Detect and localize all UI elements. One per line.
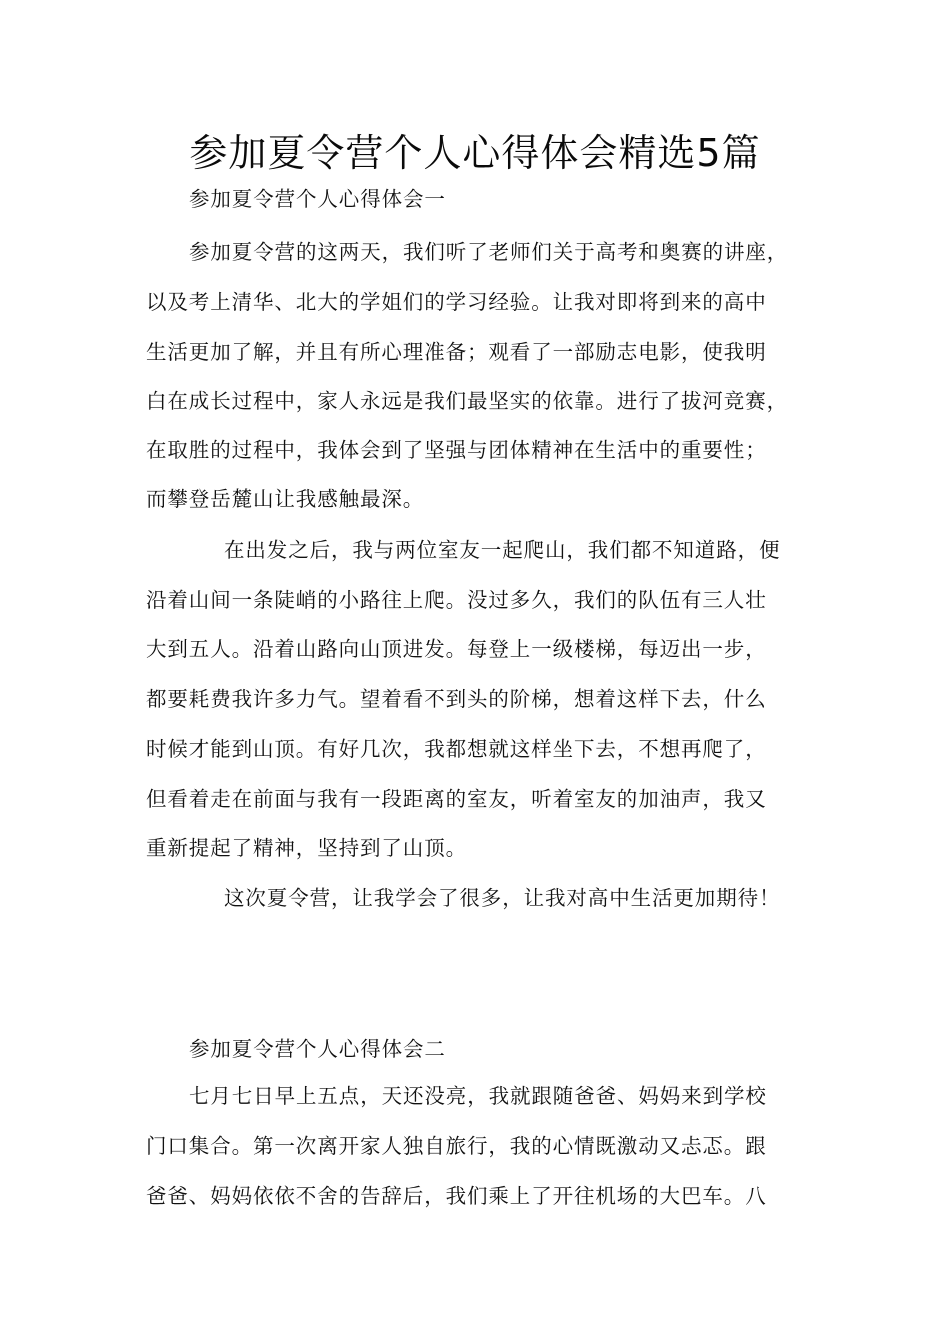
- section-heading: 参加夏令营个人心得体会一: [189, 187, 446, 211]
- paragraph-line: 白在成长过程中，家人永远是我们最坚实的依靠。进行了拔河竞赛，: [146, 389, 788, 413]
- paragraph-line: 时候才能到山顶。有好几次，我都想就这样坐下去，不想再爬了，: [146, 737, 767, 761]
- paragraph-line: 而攀登岳麓山让我感触最深。: [146, 487, 425, 511]
- paragraph-line: 但看着走在前面与我有一段距离的室友，听着室友的加油声，我又: [146, 787, 767, 811]
- paragraph-line: 门口集合。第一次离开家人独自旅行，我的心情既激动又忐忑。跟: [146, 1134, 767, 1158]
- paragraph-line: 七月七日早上五点，天还没亮，我就跟随爸爸、妈妈来到学校: [189, 1084, 767, 1108]
- paragraph-line: 这次夏令营，让我学会了很多，让我对高中生活更加期待！: [224, 886, 781, 910]
- paragraph-line: 参加夏令营的这两天，我们听了老师们关于高考和奥赛的讲座，: [189, 240, 789, 264]
- paragraph-line: 生活更加了解，并且有所心理准备；观看了一部励志电影，使我明: [146, 340, 767, 364]
- document-title: 参加夏令营个人心得体会精选5篇: [189, 131, 761, 175]
- section-heading: 参加夏令营个人心得体会二: [189, 1037, 446, 1061]
- paragraph-line: 在出发之后，我与两位室友一起爬山，我们都不知道路，便: [224, 538, 781, 562]
- paragraph-line: 大到五人。沿着山路向山顶进发。每登上一级楼梯，每迈出一步，: [146, 637, 767, 661]
- paragraph-line: 爸爸、妈妈依依不舍的告辞后，我们乘上了开往机场的大巴车。八: [146, 1184, 767, 1208]
- paragraph-line: 重新提起了精神，坚持到了山顶。: [146, 836, 467, 860]
- paragraph-line: 以及考上清华、北大的学姐们的学习经验。让我对即将到来的高中: [146, 290, 767, 314]
- paragraph-line: 在取胜的过程中，我体会到了坚强与团体精神在生活中的重要性；: [146, 438, 767, 462]
- paragraph-line: 沿着山间一条陡峭的小路往上爬。没过多久，我们的队伍有三人壮: [146, 588, 767, 612]
- paragraph-line: 都要耗费我许多力气。望着看不到头的阶梯，想着这样下去，什么: [146, 687, 767, 711]
